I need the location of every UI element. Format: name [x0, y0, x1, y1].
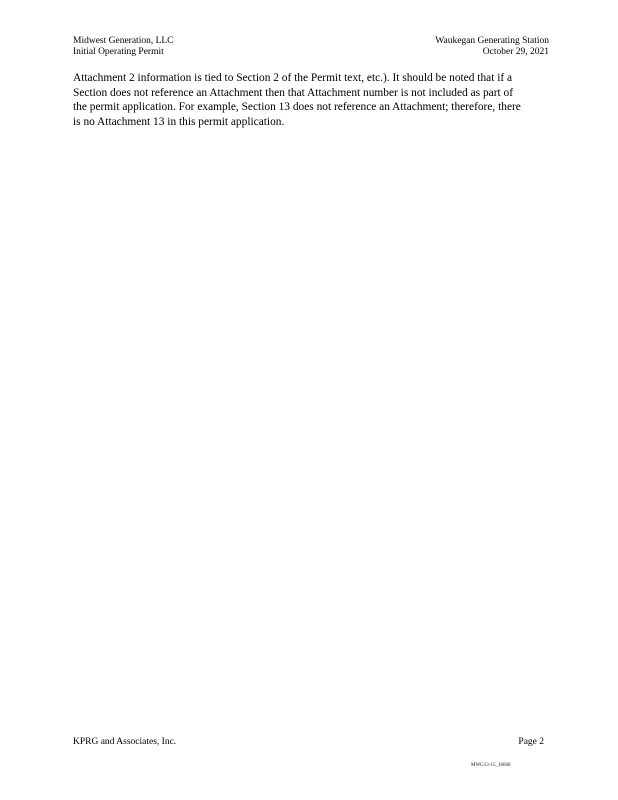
page-number: Page 2: [518, 737, 544, 747]
body-line: Section does not reference an Attachment then that Attachment number is not included as part of: [73, 86, 513, 99]
footer-company: KPRG and Associates, Inc.: [73, 737, 177, 747]
bates-number: MWG13-15_10668: [471, 763, 511, 768]
body-line: the permit application. For example, Section 13 does not reference an Attachment; therefore, there: [73, 101, 521, 114]
body-line: is no Attachment 13 in this permit application.: [73, 115, 285, 128]
header-company: Midwest Generation, LLC: [73, 36, 174, 46]
header-left: [73, 36, 174, 58]
header-document-type: Initial Operating Permit: [73, 47, 164, 57]
body-line: Attachment 2 information is tied to Section 2 of the Permit text, etc.). It should be noted that if a: [73, 72, 513, 84]
header-date: October 29, 2021: [482, 47, 549, 57]
body-paragraph: [73, 71, 549, 129]
header-station: Waukegan Generating Station: [435, 36, 549, 46]
header-right: [435, 36, 549, 58]
